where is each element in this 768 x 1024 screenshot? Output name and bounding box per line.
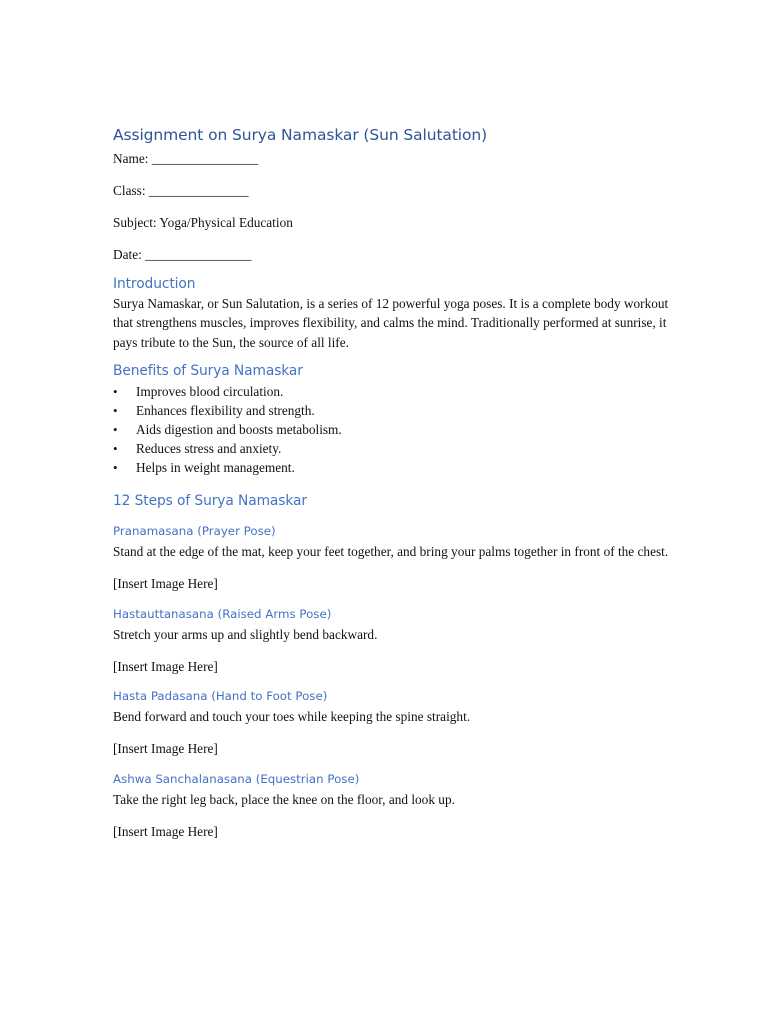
image-placeholder: [Insert Image Here] [113,658,218,674]
introduction-text: Surya Namaskar, or Sun Salutation, is a series of 12 powerful yoga poses. It is a complete body workout that strengthens muscles, improves flexibility, and calms the mind. Traditionally performed at sunrise, it pays tribute to the Sun, the source of all life. [113,295,669,350]
benefit-text: Improves blood circulation. [136,384,284,399]
pose-title: Hasta Padasana (Hand to Foot Pose) [113,689,328,703]
bullet-icon: • [113,422,118,437]
bullet-icon: • [113,403,118,418]
pose-description: Bend forward and touch your toes while keeping the spine straight. [113,709,471,724]
benefit-text: Reduces stress and anxiety. [136,441,282,456]
benefits-list [113,382,673,477]
bullet-icon: • [113,384,118,399]
list-item [113,401,673,420]
benefit-text: Aids digestion and boosts metabolism. [136,422,342,437]
list-item [113,458,673,477]
pose-title: Hastauttanasana (Raised Arms Pose) [113,606,332,621]
benefit-text: Enhances flexibility and strength. [136,403,315,418]
student-fields [113,149,673,265]
pose-title: Pranamasana (Prayer Pose) [113,524,276,538]
subject-field: Subject: Yoga/Physical Education [113,215,293,230]
list-item [113,420,673,439]
pose-description: Take the right leg back, place the knee on the floor, and look up. [113,791,455,807]
list-item [113,382,673,401]
document-body [113,124,673,841]
benefits-section [113,361,673,477]
pose-block [113,523,673,594]
name-field: Name: ________________ [113,151,259,166]
introduction-heading: Introduction [113,275,196,292]
document-title: Assignment on Surya Namaskar (Sun Salutation) [113,126,488,144]
pose-description: Stretch your arms up and slightly bend backward. [113,626,378,642]
image-placeholder: [Insert Image Here] [113,576,218,591]
bullet-icon: • [113,441,118,456]
class-field: Class: _______________ [113,183,249,198]
steps-heading: 12 Steps of Surya Namaskar [113,493,307,509]
pose-block [113,688,673,759]
benefits-heading: Benefits of Surya Namaskar [113,363,303,379]
bullet-icon: • [113,460,118,475]
pose-block [113,771,673,842]
pose-title: Ashwa Sanchalanasana (Equestrian Pose) [113,771,360,786]
image-placeholder: [Insert Image Here] [113,823,218,839]
pose-description: Stand at the edge of the mat, keep your feet together, and bring your palms together in front of the chest. [113,544,669,559]
list-item [113,439,673,458]
date-field: Date: ________________ [113,247,252,262]
image-placeholder: [Insert Image Here] [113,741,218,756]
introduction-section [113,274,673,353]
benefit-text: Helps in weight management. [136,460,295,475]
pose-block [113,606,673,677]
steps-section [113,491,673,841]
